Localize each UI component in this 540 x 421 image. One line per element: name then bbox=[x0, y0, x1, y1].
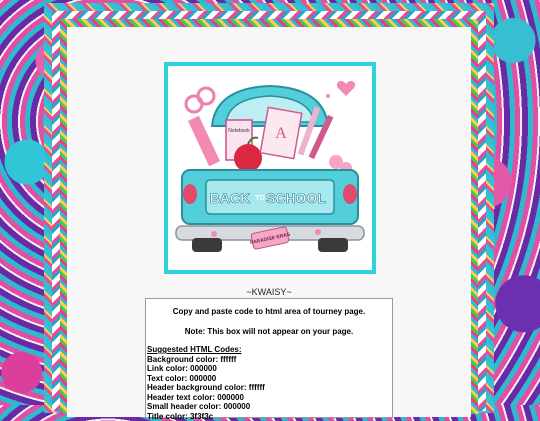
graphic-title-back: BACK bbox=[210, 190, 250, 206]
suggested-codes-list bbox=[146, 345, 392, 421]
truck-illustration bbox=[168, 66, 372, 270]
code-line: Title color: 3f3f3c bbox=[147, 412, 392, 421]
code-line: Link color: 000000 bbox=[147, 364, 392, 374]
code-line: Background color: ffffff bbox=[147, 355, 392, 365]
graphic-title-to: TO bbox=[255, 195, 265, 202]
html-code-box bbox=[145, 298, 393, 418]
graphic-title-school: SCHOOL bbox=[266, 190, 326, 206]
code-line: Header text color: 000000 bbox=[147, 393, 392, 403]
back-to-school-truck-graphic bbox=[164, 62, 376, 274]
code-line: Header background color: ffffff bbox=[147, 383, 392, 393]
copy-instruction: Copy and paste code to html area of tourney page. bbox=[146, 307, 392, 316]
license-plate-text: PARADISE ERAS bbox=[250, 232, 292, 246]
svg-text:A: A bbox=[275, 125, 287, 142]
signature: ~KWAISY~ bbox=[67, 287, 471, 297]
note-text: Note: This box will not appear on your page. bbox=[146, 327, 392, 336]
notebook-tag: Notebook bbox=[228, 128, 250, 134]
codes-title: Suggested HTML Codes: bbox=[147, 345, 392, 355]
code-line: Small header color: 000000 bbox=[147, 402, 392, 412]
code-line: Text color: 000000 bbox=[147, 374, 392, 384]
